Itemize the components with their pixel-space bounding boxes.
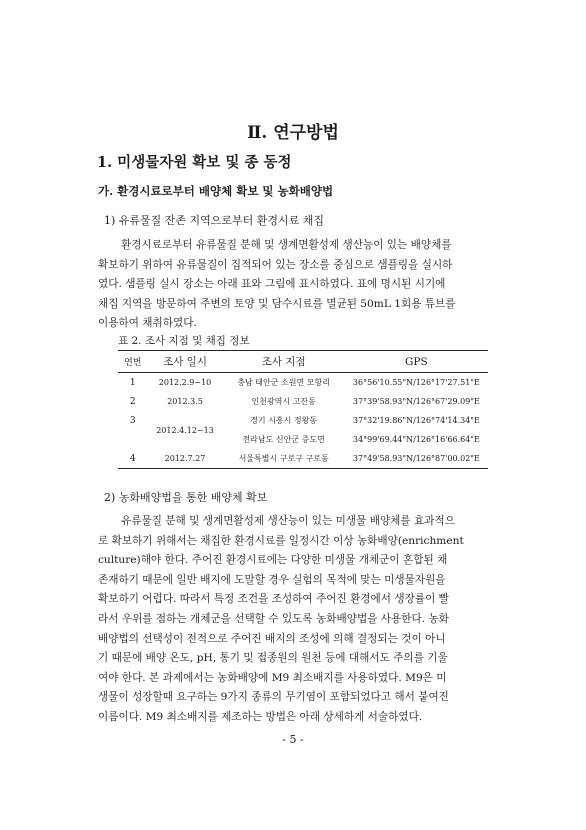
- cell-site: 서울특별시 구로구 구로동: [223, 449, 345, 469]
- cell-site: 전라남도 신안군 증도면: [242, 435, 325, 444]
- paragraph-line: 이용하여 채취하였다.: [98, 317, 197, 330]
- subsection-title: 가. 환경시료로부터 배양체 확보 및 농화배양법: [98, 184, 334, 198]
- paragraph-line: 유류물질 분해 및 생계면활성제 생산능이 있는 미생물 배양체를 효과적으: [121, 515, 455, 527]
- paragraph-line: 라서 우위를 점하는 개체군을 선택할 수 있도록 농화배양법을 사용한다. 농화: [98, 612, 449, 625]
- cell-no: [118, 430, 148, 449]
- paragraph-line: 생물이 성장할때 요구하는 9가지 종류의 무기염이 포함되었다고 해서 붙여진: [98, 691, 449, 704]
- cell-date: 2012.7.27: [148, 449, 223, 469]
- cell-date: 2012.2.9~10: [158, 378, 212, 387]
- cell-no: 4: [118, 449, 148, 469]
- header-site: 조사 지점: [223, 351, 345, 373]
- paragraph-line: 기 때문에 배양 온도, pH, 통기 및 접종원의 원천 등에 대해서도 주의를 기울: [98, 652, 448, 665]
- chapter-title: Ⅱ. 연구방법: [247, 123, 339, 143]
- table-row: [118, 411, 488, 430]
- paragraph-line: 환경시료로부터 유류물질 분해 및 생계면활성제 생산능이 있는 배양체를: [121, 239, 452, 251]
- header-gps: GPS: [345, 351, 488, 373]
- cell-gps: 37°39'58.93"N/126°67'29.09"E: [352, 397, 480, 406]
- table-caption: 표 2. 조사 지점 및 채집 정보: [118, 335, 250, 347]
- paragraph-line: 로 확보하기 위해서는 채집한 환경시료를 일정시간 이상 농화배양(enrichment: [98, 534, 464, 547]
- table-header-row: [118, 351, 488, 373]
- paragraph-line: 여야 한다. 본 과제에서는 농화배양에 M9 최소배지를 사용하였다. M9은 미: [98, 671, 447, 684]
- table-row: [118, 392, 488, 411]
- table-row: [118, 373, 488, 393]
- item1-heading: 1) 유류물질 잔존 지역으로부터 환경시료 채집: [104, 214, 325, 227]
- cell-date: 2012.3.5: [167, 397, 203, 406]
- paragraph-line: 배양법의 선택성이 전적으로 주어진 배지의 조성에 의해 결정되는 것이 아니: [98, 632, 446, 645]
- cell-site: 인천광역시 고잔동: [251, 397, 316, 406]
- cell-no: 3: [129, 415, 136, 426]
- cell-gps: 37°49'58.93"N/126°87'00.02"E: [345, 449, 488, 469]
- cell-site: 경기 시흥시 정왕동: [250, 416, 318, 425]
- cell-gps: 37°32'19.86"N/126°74'14.34"E: [352, 416, 480, 425]
- item2-paragraph: [98, 512, 490, 728]
- header-date: 조사 일시: [148, 351, 223, 373]
- paragraph-line: 채집 지역을 방문하여 주변의 토양 및 담수시료를 멸균된 50mL 1회용 튜브를: [98, 297, 456, 310]
- cell-gps: 34°99'69.44"N/126°16'66.64"E: [352, 435, 480, 444]
- cell-no: 2: [129, 396, 136, 407]
- item2-heading: 2) 농화배양법을 통한 배양체 확보: [104, 491, 268, 504]
- paragraph-line: 였다. 샘플링 실시 장소는 아래 표와 그림에 표시하였다. 표에 명시된 시기에: [98, 278, 446, 291]
- header-no: 연번: [118, 351, 148, 373]
- sampling-sites-table: [118, 350, 488, 469]
- cell-date: 2012.4.12~13: [156, 425, 214, 435]
- paragraph-line: 확보하기 위하여 유류물질이 집적되어 있는 장소를 중심으로 샘플링을 실시하: [98, 258, 453, 271]
- paragraph-line: culture)해야 한다. 주어진 환경시료에는 다양한 미생물 개체군이 혼합된 채: [98, 554, 448, 567]
- cell-gps: 36°56'10.55"N/126°17'27.51"E: [352, 378, 480, 387]
- page-number: - 5 -: [282, 733, 304, 746]
- cell-no: 1: [129, 377, 136, 388]
- paragraph-line: 확보하기 어렵다. 따라서 특정 조건을 조성하여 주어진 환경에서 생장률이 빨: [98, 593, 449, 606]
- section-title: 1. 미생물자원 확보 및 종 동정: [97, 154, 292, 171]
- paragraph-line: 존재하기 때문에 일반 배지에 도말할 경우 실험의 목적에 맞는 미생물자원을: [98, 573, 446, 586]
- cell-site: 충남 태안군 소원면 모항리: [237, 378, 330, 387]
- paragraph-line: 이름이다. M9 최소배지를 제조하는 방법은 아래 상세하게 서술하였다.: [98, 710, 423, 723]
- item1-paragraph: [98, 236, 490, 334]
- table-row: [118, 449, 488, 469]
